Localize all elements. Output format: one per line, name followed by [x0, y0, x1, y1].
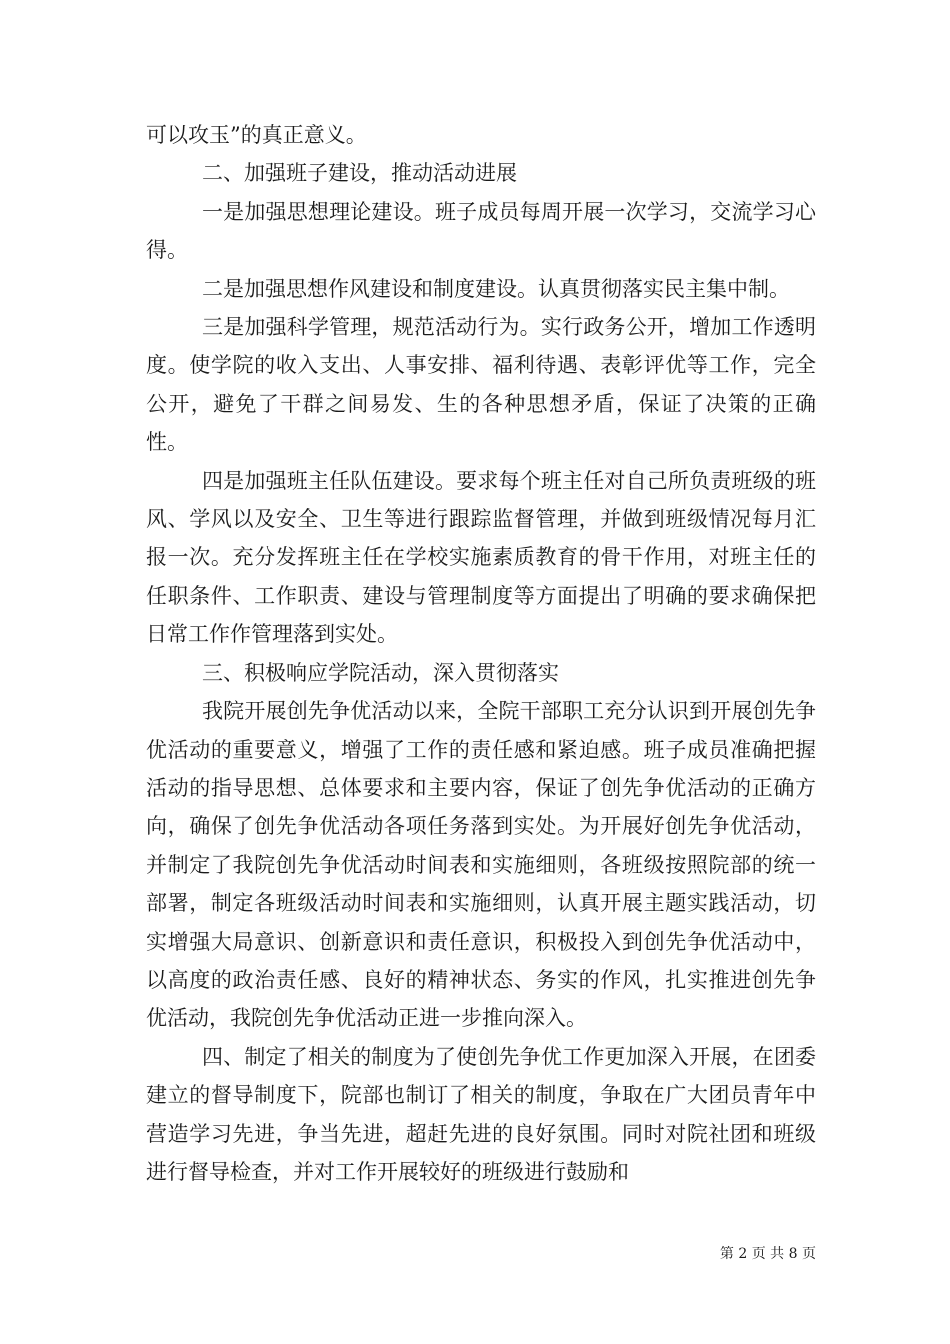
paragraph-8: 我院开展创先争优活动以来，全院干部职工充分认识到开展创先争优活动的重要意义，增强了工作的责任感和紧迫感。班子成员准确把握活动的指导思想、总体要求和主要内容，保证了创先争优活动的正确方向，确保了创先争优活动各项任务落到实处。为开展好创先争优活动，并制定了我院创先争优活动时间表和实施细则，各班级按照院部的统一部署，制定各班级活动时间表和实施细则，认真开展主题实践活动，切实增强大局意识、创新意识和责任意识，积极投入到创先争优活动中，以高度的政治责任感、良好的精神状态、务实的作风，扎实推进创先争优活动，我院创先争优活动正进一步推向深入。 — [146, 699, 816, 1031]
paragraph-5: 三是加强科学管理，规范活动行为。实行政务公开，增加工作透明度。使学院的收入支出、人事安排、福利待遇、表彰评优等工作，完全公开，避免了干群之间易发、生的各种思想矛盾，保证了决策的正确性。 — [146, 315, 816, 455]
paragraph-1: 可以攻玉”的真正意义。 — [146, 123, 367, 147]
section-heading-3: 三、积极响应学院活动，深入贯彻落实 — [202, 660, 559, 685]
section-heading-4: 四、制定了相关的制度为了使创先争优工作更加深入开展，在团委建立的督导制度下，院部也制订了相关的制度，争取在广大团员青年中营造学习先进，争当先进，超赶先进的良好氛围。同时对院社团和班级进行督导检查，并对工作开展较好的班级进行鼓励和 — [146, 1044, 816, 1184]
paragraph-4: 二是加强思想作风建设和制度建设。认真贯彻落实民主集中制。 — [202, 276, 790, 301]
document-body — [146, 116, 816, 1191]
paragraph-3: 一是加强思想理论建设。班子成员每周开展一次学习，交流学习心得。 — [146, 199, 816, 263]
page-number-footer: 第 2 页 共 8 页 — [719, 1246, 816, 1262]
section-heading-2: 二、加强班子建设，推动活动进展 — [202, 161, 517, 186]
paragraph-6: 四是加强班主任队伍建设。要求每个班主任对自己所负责班级的班风、学风以及安全、卫生等进行跟踪监督管理，并做到班级情况每月汇报一次。充分发挥班主任在学校实施素质教育的骨干作用，对班主任的任职条件、工作职责、建设与管理制度等方面提出了明确的要求确保把日常工作作管理落到实处。 — [146, 468, 816, 647]
